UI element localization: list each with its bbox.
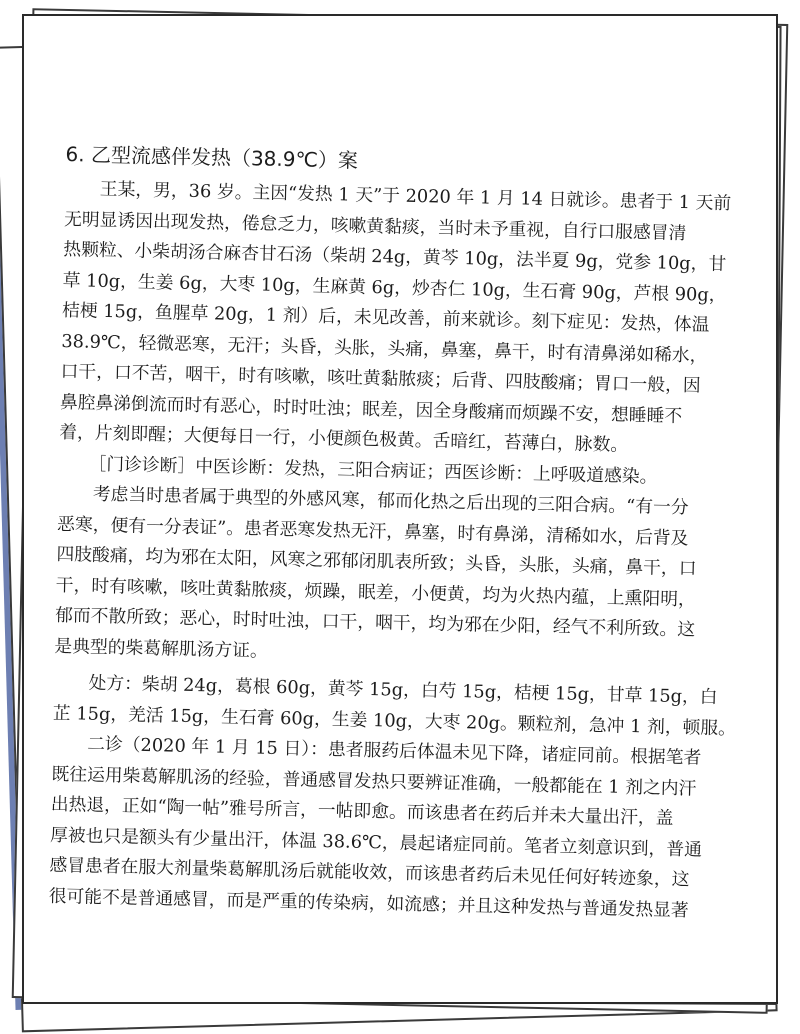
second-visit-paragraph [48,729,752,928]
document-page [22,14,778,1004]
text-line: 38.9℃，轻微恶寒，无汗；头昏，头胀，头痛，鼻塞，鼻干，时有清鼻涕如稀水， [61,330,708,367]
case-history-paragraph [59,174,765,464]
text-line: 着，片刻即醒；大便每日一行，小便颜色极黄。舌暗红，苔薄白，脉数。 [59,421,629,456]
text-line: 草 10g，生姜 6g，大枣 10g，生麻黄 6g，炒杏仁 10g，生石膏 90g，芦根 90g， [62,269,727,306]
analysis-paragraph [54,479,758,678]
text-line: 芷 15g，羌活 15g，生石膏 60g，生姜 10g，大枣 20g。颗粒剂，急冲 1 剂，顿服。 [52,702,737,739]
text-line: 无明显诱因出现发热，倦怠乏力，咳嗽黄黏痰，当时未予重视，自行口服感冒清 [63,208,687,244]
text-line: 考虑当时患者属于典型的外感风寒，郁而化热之后出现的三阳合病。“有一分 [92,483,689,519]
case-heading: 6. 乙型流感伴发热（38.9℃）案 [65,141,359,173]
text-line: 是典型的柴葛解肌汤方证。 [54,635,269,662]
text-line: 很可能不是普通感冒，而是严重的传染病，如流感；并且这种发热与普通发热显著 [48,885,689,921]
text-line: 出热退，正如“陶一帖”雅号所言，一帖即愈。而该患者在药后并未大量出汗，盖 [50,793,674,829]
text-line: 王某，男，36 岁。主因“发热 1 天”于 2020 年 1 月 14 日就诊。患者于 1 天前 [99,178,732,215]
text-line: 恶寒，便有一分表证”。患者恶寒发热无汗，鼻塞，时有鼻涕，清稀如水，后背及 [56,513,689,549]
text-line: 二诊（2020 年 1 月 15 日）：患者服药后体温未见下降，诸症同前。根据笔者 [86,733,702,769]
text-line: 郁而不散所致；恶心，时时吐浊，口干，咽干，均为邪在少阳，经气不利所致。这 [54,604,696,641]
text-line: 感冒患者在服大剂量柴葛解肌汤后就能收效，而该患者药后未见任何好转迹象，这 [49,854,690,891]
text-line: 厚被也只是额头有少量出汗，体温 38.6℃，晨起诸症同前。笔者立刻意识到，普通 [49,824,703,861]
text-line: 既往运用柴葛解肌汤的经验，普通感冒发热只要辨证准确，一般都能在 1 剂之内汗 [51,763,697,799]
diagnosis-line: ［门诊诊断］中医诊断：发热，三阳合病证；西医诊断：上呼吸道感染。 [88,453,658,488]
text-line: 鼻腔鼻涕倒流而时有恶心，时时吐浊；眠差，因全身酸痛而烦躁不安，想睡睡不 [59,391,683,427]
text-line: 处方：柴胡 24g，葛根 60g，黄芩 15g，白芍 15g，桔梗 15g，甘草 15g，白 [88,672,718,708]
text-line: 热颗粒、小柴胡汤合麻杏甘石汤（柴胡 24g，黄芩 10g，法半夏 9g，党参 10g，甘 [63,238,727,276]
text-line: 口干，口不苦，咽干，时有咳嗽，咳吐黄黏脓痰；后背、四肢酸痛；胃口一般，因 [60,360,701,397]
page-content [48,136,765,928]
text-line: 桔梗 15g，鱼腥草 20g，1 剂）后，未见改善，前来就诊。刻下症见：发热，体温 [61,299,710,336]
text-line: 干，时有咳嗽，咳吐黄黏脓痰，烦躁，眠差，小便黄，均为火热内蕴，上熏阳明， [55,574,697,610]
text-line: 四肢酸痛，均为邪在太阳，风寒之邪郁闭肌表所致；头昏，头胀，头痛，鼻干，口 [56,543,697,580]
